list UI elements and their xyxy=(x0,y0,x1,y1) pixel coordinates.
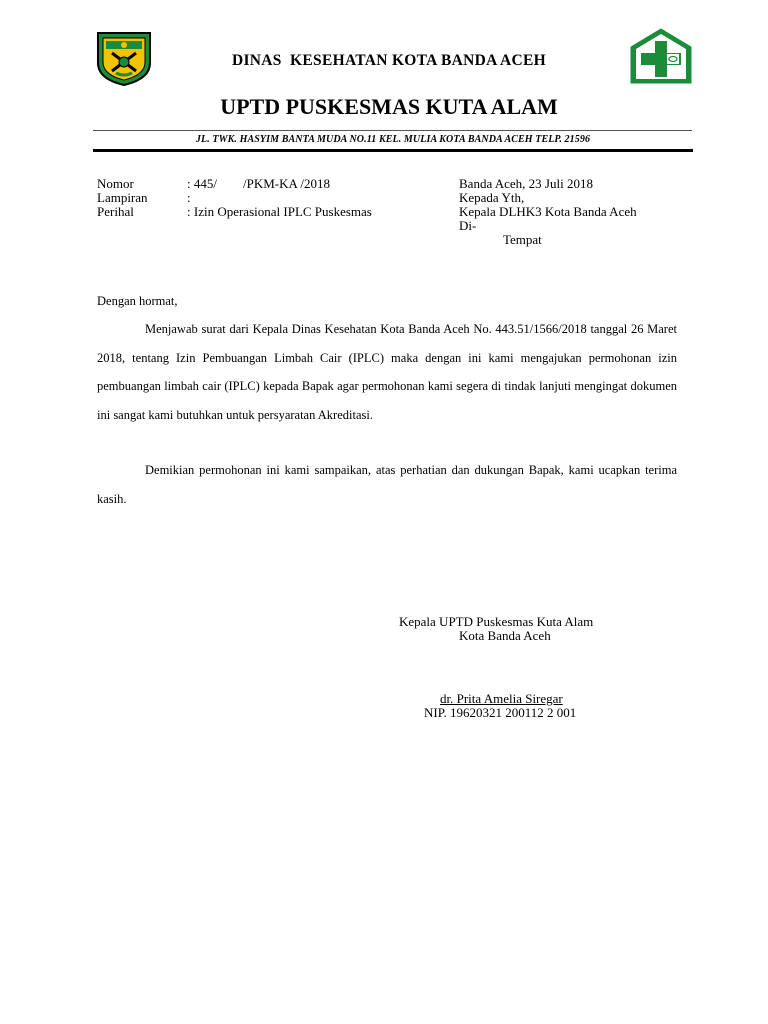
perihal-value: : Izin Operasional IPLC Puskesmas xyxy=(187,204,372,219)
lampiran-value: : xyxy=(187,190,191,205)
letter-date: Banda Aceh, 23 Juli 2018 xyxy=(459,176,593,191)
recipient-di: Di- xyxy=(459,218,477,233)
body-paragraph-2 xyxy=(97,456,677,513)
signatory-nip: NIP. 19620321 200112 2 001 xyxy=(424,705,577,720)
nomor-label: Nomor xyxy=(97,176,134,191)
divider-thin xyxy=(93,130,692,131)
office-name: DINAS KESEHATAN KOTA BANDA ACEH xyxy=(231,52,547,69)
signature-title: Kepala UPTD Puskesmas Kuta Alam xyxy=(399,614,594,629)
paragraph-1-text: Menjawab surat dari Kepala Dinas Kesehatan Kota Banda Aceh No. 443.51/1566/2018 tanggal 26 Maret 2018, tentang Izin Pembuangan Limbah Cair (IPLC) maka dengan ini kami mengajukan permohonan izin pembuangan limbah cair (IPLC) kepada Bapak agar permohonan kami segera di tindak lanjuti mengingat dokumen ini sangat kami butuhkan untuk persyaratan Akreditasi. xyxy=(97,322,677,422)
recipient-greeting: Kepada Yth, xyxy=(459,190,525,205)
signatory-name: dr. Prita Amelia Siregar xyxy=(440,691,563,706)
perihal-label: Perihal xyxy=(97,204,134,219)
lampiran-label: Lampiran xyxy=(97,190,148,205)
address-line: JL. TWK. HASYIM BANTA MUDA NO.11 KEL. MULIA KOTA BANDA ACEH TELP. 21596 xyxy=(195,134,591,145)
greeting: Dengan hormat, xyxy=(97,294,178,308)
recipient-name: Kepala DLHK3 Kota Banda Aceh xyxy=(459,204,637,219)
body-paragraph-1 xyxy=(97,315,677,429)
paragraph-2-text: Demikian permohonan ini kami sampaikan, atas perhatian dan dukungan Bapak, kami ucapkan terima kasih. xyxy=(97,463,677,506)
nomor-value: : 445/ /PKM-KA /2018 xyxy=(187,176,331,191)
recipient-place: Tempat xyxy=(503,232,542,247)
puskesmas-name: UPTD PUSKESMAS KUTA ALAM xyxy=(220,94,558,119)
divider-thick xyxy=(93,149,693,152)
signature-city: Kota Banda Aceh xyxy=(459,628,551,643)
